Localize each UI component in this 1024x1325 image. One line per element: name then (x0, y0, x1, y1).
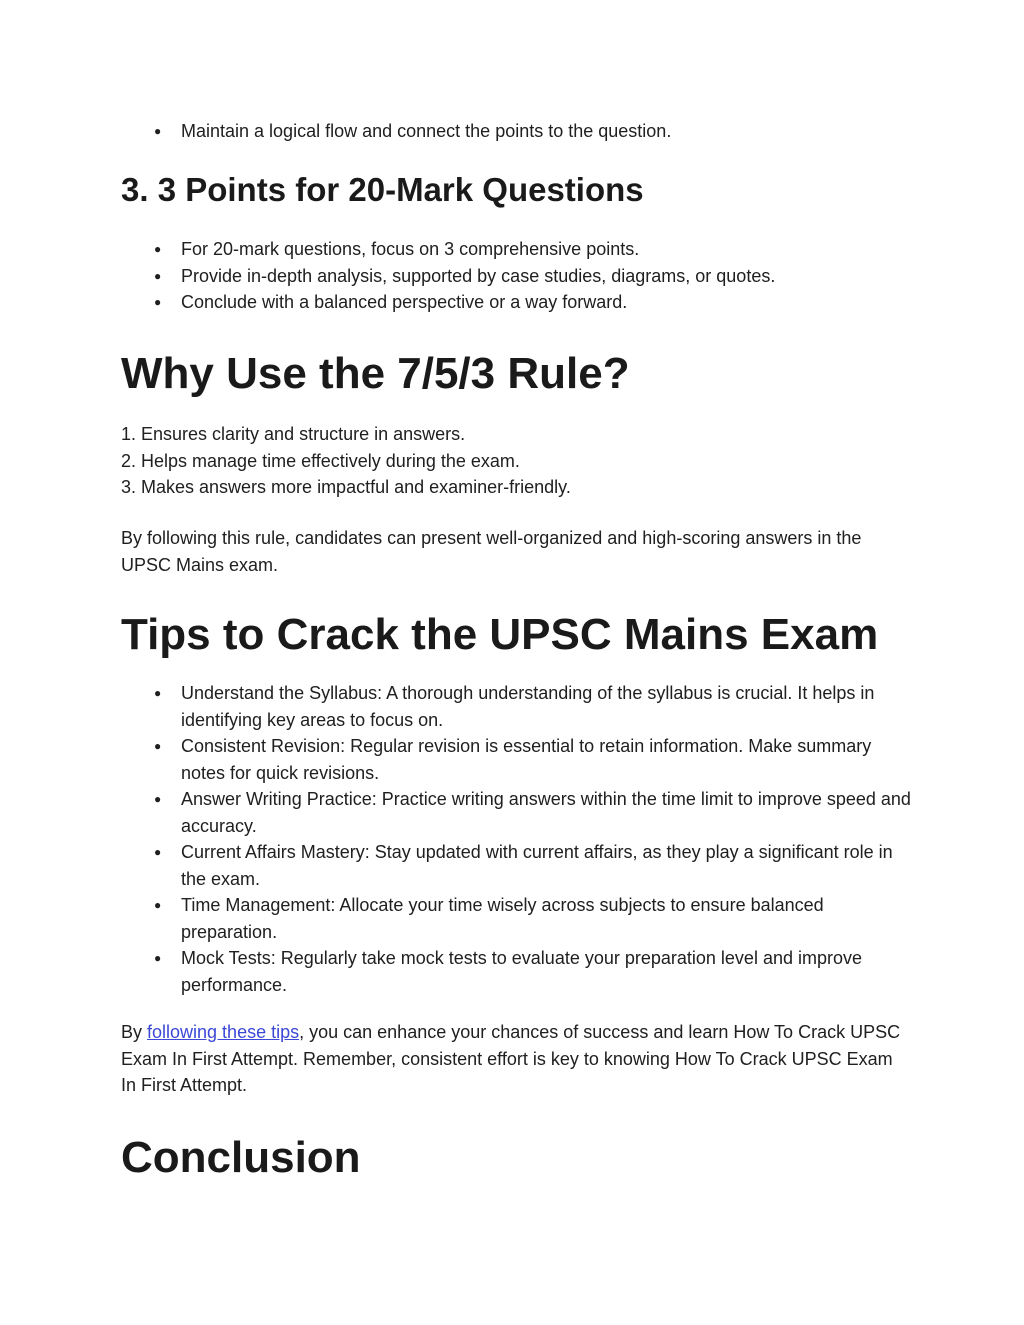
bullet-icon: ● (154, 739, 162, 753)
section-heading-why: Why Use the 7/5/3 Rule? (121, 349, 630, 398)
paragraph-why: By following this rule, candidates can present well-organized and high-scoring answers in the UPSC Mains exam. (121, 528, 862, 575)
list-item: ● Maintain a logical flow and connect the points to the question. (121, 118, 911, 145)
bullet-icon: ● (154, 295, 162, 309)
section-heading-tips: Tips to Crack the UPSC Mains Exam (121, 610, 879, 659)
list-item: 1. Ensures clarity and structure in answers. (121, 424, 466, 444)
bullet-icon: ● (154, 898, 162, 912)
bullet-icon: ● (154, 686, 162, 700)
bullet-list-20mark (121, 236, 911, 316)
list-item: ● Answer Writing Practice: Practice writing answers within the time limit to improve speed and accuracy. (121, 786, 911, 839)
bullet-icon: ● (154, 951, 162, 965)
list-item: ● Mock Tests: Regularly take mock tests to evaluate your preparation level and improve performance. (121, 945, 911, 998)
bullet-icon: ● (154, 124, 162, 138)
paragraph-tips-closing: By following these tips, you can enhance your chances of success and learn How To Crack UPSC Exam In First Attempt. Remember, consistent effort is key to knowing How To Crack UPSC Exam In First Attempt. (121, 1022, 901, 1095)
top-bullet-list (121, 118, 911, 145)
following-these-tips-link[interactable]: following these tips (147, 1022, 300, 1042)
bullet-icon: ● (154, 242, 162, 256)
numbered-list-why (121, 421, 911, 501)
list-item: ● Conclude with a balanced perspective or a way forward. (121, 289, 911, 316)
bullet-list-tips (121, 680, 911, 998)
list-item: ● Consistent Revision: Regular revision is essential to retain information. Make summary notes for quick revisions. (121, 733, 911, 786)
list-item: ● Time Management: Allocate your time wisely across subjects to ensure balanced preparation. (121, 892, 911, 945)
list-item: 3. Makes answers more impactful and examiner-friendly. (121, 477, 571, 497)
list-item: ● For 20-mark questions, focus on 3 comprehensive points. (121, 236, 911, 263)
list-item: ● Current Affairs Mastery: Stay updated with current affairs, as they play a significant role in the exam. (121, 839, 911, 892)
section-heading-conclusion: Conclusion (121, 1133, 361, 1182)
list-item: ● Provide in-depth analysis, supported by case studies, diagrams, or quotes. (121, 263, 911, 290)
bullet-icon: ● (154, 845, 162, 859)
section-heading-20mark: 3. 3 Points for 20-Mark Questions (121, 171, 644, 208)
bullet-icon: ● (154, 268, 162, 283)
list-item: ● Understand the Syllabus: A thorough understanding of the syllabus is crucial. It helps in identifying key areas to focus on. (121, 680, 911, 733)
bullet-icon: ● (154, 792, 162, 806)
list-item: 2. Helps manage time effectively during the exam. (121, 450, 520, 471)
